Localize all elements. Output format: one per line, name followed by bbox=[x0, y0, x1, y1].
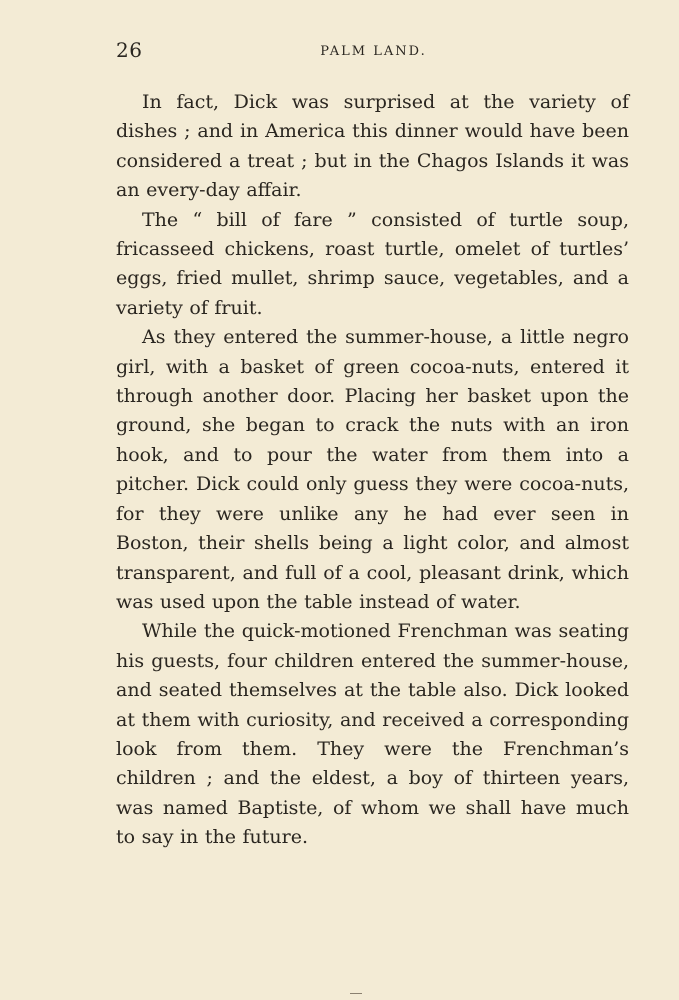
running-head: PALM LAND. bbox=[320, 44, 427, 59]
paragraph: As they entered the summer-house, a little negro girl, with a basket of green cocoa-nuts, entered it through another door. Placing her basket upon the ground, she began to crack the nuts with an iron hook, and to pour the water from them into a pitcher. Dick could only guess they were cocoa-nuts, for they were unlike any he had ever seen in Boston, their shells being a light color, and almost transparent, and full of a cool, pleasant drink, which was used upon the table instead of water. bbox=[116, 326, 629, 613]
body-text bbox=[116, 88, 629, 853]
page-number: 26 bbox=[116, 38, 143, 62]
paragraph: While the quick-motioned Frenchman was seating his guests, four children entered the summer-house, and seated themselves at the table also. Dick looked at them with curiosity, and received a corresponding look from them. They were the Frenchman’s children ; and the eldest, a boy of thirteen years, was named Baptiste, of whom we shall have much to say in the future. bbox=[116, 620, 629, 849]
paragraph: In fact, Dick was surprised at the variety of dishes ; and in America this dinner would have been considered a treat ; but in the Chagos Islands it was an every-day affair. bbox=[116, 91, 629, 202]
footer-mark bbox=[350, 993, 362, 994]
page-header bbox=[116, 38, 631, 68]
paragraph: The “ bill of fare ” consisted of turtle soup, fricasseed chickens, roast turtle, omelet of turtles’ eggs, fried mullet, shrimp sauce, vegetables, and a variety of fruit. bbox=[116, 208, 629, 319]
